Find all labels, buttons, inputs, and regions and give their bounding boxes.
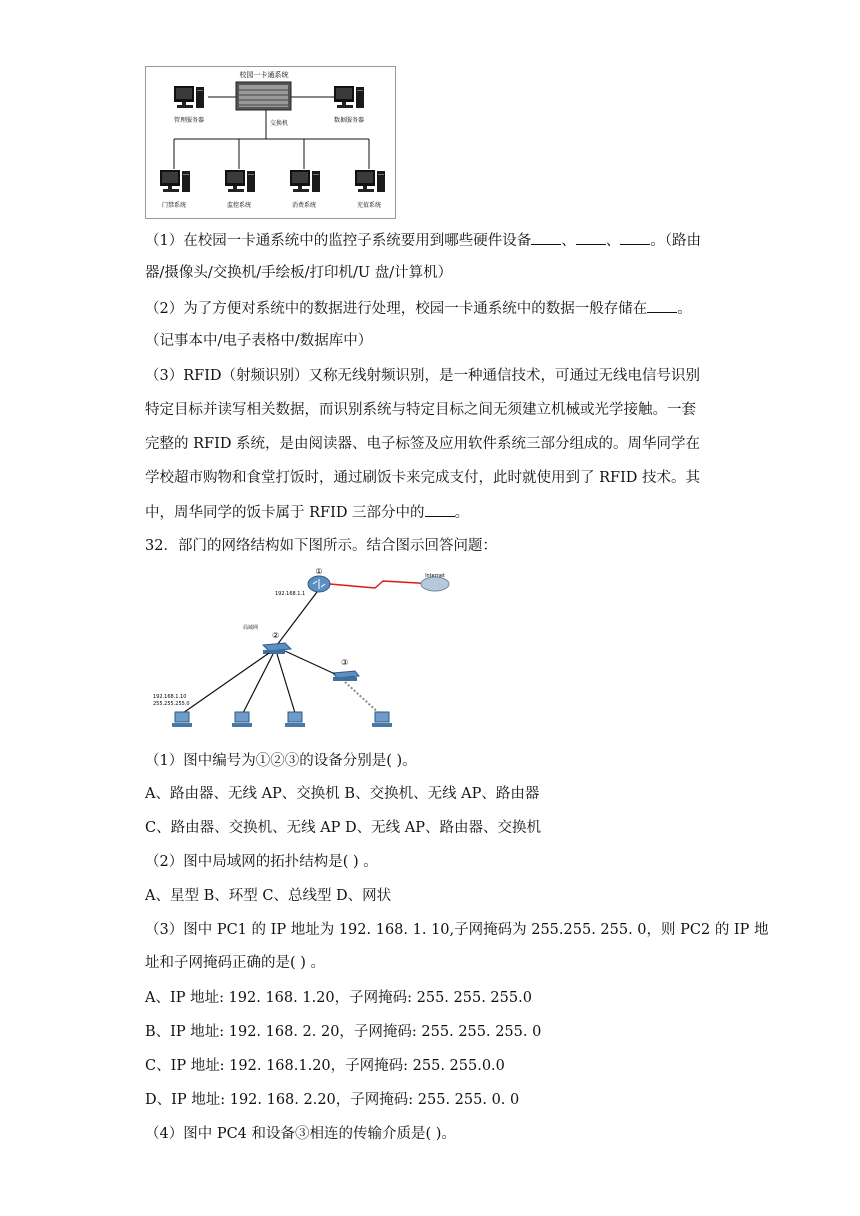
consumption-pc-icon bbox=[290, 170, 320, 192]
q32-sub3-option-d: D、IP 地址: 192. 168. 2.20，子网掩码: 255. 255. 0. 0 bbox=[145, 1092, 520, 1108]
answer-blank bbox=[647, 298, 677, 313]
q31-part3-line1: （3）RFID（射频识别）又称无线射频识别，是一种通信技术，可通过无线电信号识别 bbox=[145, 368, 701, 384]
wan-link bbox=[330, 581, 435, 588]
lan-label: 局域网 bbox=[243, 625, 259, 631]
q32-title: 32．部门的网络结构如下图所示。结合图示回答问题： bbox=[145, 538, 497, 554]
sub3-label: 消费系统 bbox=[292, 202, 317, 209]
answer-blank bbox=[531, 230, 561, 245]
pc1-icon bbox=[172, 712, 192, 727]
q31-part3-line3: 完整的 RFID 系统，是由阅读器、电子标签及应用软件系统三部分组成的。周华同学在 bbox=[145, 436, 701, 452]
separator: 、 bbox=[561, 233, 576, 249]
separator: 、 bbox=[605, 233, 621, 249]
network-topology-diagram bbox=[145, 563, 490, 738]
q32-sub2-question: （2）图中局域网的拓扑结构是( ) 。 bbox=[145, 854, 378, 870]
q31-p1-text: （1）在校园一卡通系统中的监控子系统要用到哪些硬件设备 bbox=[145, 233, 532, 249]
answer-blank bbox=[425, 502, 455, 517]
monitoring-pc-icon bbox=[225, 170, 255, 192]
sub4-label: 充值系统 bbox=[357, 202, 382, 209]
switch-label: 交换机 bbox=[270, 120, 289, 127]
q31-p2-text: （2）为了方便对系统中的数据进行处理，校园一卡通系统中的数据一般存储在 bbox=[145, 301, 648, 317]
internet-cloud-icon bbox=[421, 577, 449, 591]
management-server-icon bbox=[174, 86, 204, 108]
wireless-ap-icon bbox=[333, 671, 359, 681]
q32-sub1-options-cd: C、路由器、交换机、无线 AP D、无线 AP、路由器、交换机 bbox=[145, 820, 542, 836]
q32-sub4-question: （4）图中 PC4 和设备③相连的传输介质是( )。 bbox=[145, 1126, 456, 1142]
q31-p1-end: 。（路由 bbox=[650, 233, 701, 249]
fig1-title: 校园一卡通系统 bbox=[239, 71, 289, 79]
q32-sub3-question-line2: 址和子网掩码正确的是( ) 。 bbox=[145, 955, 326, 971]
data-server-icon bbox=[334, 86, 364, 108]
q31-part3-line2: 特定目标并读写相关数据，而识别系统与特定目标之间无须建立机械或光学接触。一套 bbox=[145, 402, 696, 418]
campus-card-system-diagram bbox=[145, 66, 396, 219]
q32-sub3-option-c: C、IP 地址: 192. 168.1.20，子网掩码: 255. 255.0.0 bbox=[145, 1058, 505, 1074]
network-diagram-svg bbox=[145, 563, 490, 738]
pc1-ip-label: 192.168.1.10 bbox=[153, 694, 187, 700]
q31-part2-line2: （记事本中/电子表格中/数据库中） bbox=[145, 333, 373, 349]
pc1-mask-label: 255.255.255.0 bbox=[153, 701, 190, 707]
recharge-pc-icon bbox=[355, 170, 385, 192]
internet-label: Internet bbox=[425, 573, 445, 579]
switch-icon bbox=[236, 82, 291, 110]
router-ip-label: 192.168.1.1 bbox=[275, 591, 306, 597]
data-server-label: 数据服务器 bbox=[334, 117, 365, 124]
marker-2: ② bbox=[272, 631, 280, 640]
q31-p2-end: 。 bbox=[677, 301, 692, 317]
marker-1: ① bbox=[315, 567, 323, 576]
pc2-icon bbox=[232, 712, 252, 727]
q31-part1-line1 bbox=[145, 230, 701, 251]
q32-sub1-question: （1）图中编号为①②③的设备分别是( )。 bbox=[145, 753, 417, 769]
q31-part3-line4: 学校超市购物和食堂打饭时，通过刷饭卡来完成支付，此时就使用到了 RFID 技术。其 bbox=[145, 470, 701, 486]
pc3-icon bbox=[285, 712, 305, 727]
q31-p3-text: 中，周华同学的饭卡属于 RFID 三部分中的 bbox=[145, 505, 425, 521]
pc4-icon bbox=[372, 712, 392, 727]
q32-sub3-option-b: B、IP 地址: 192. 168. 2. 20，子网掩码: 255. 255. 255. 0 bbox=[145, 1024, 542, 1040]
q32-sub3-option-a: A、IP 地址: 192. 168. 1.20，子网掩码: 255. 255. 255.0 bbox=[145, 990, 532, 1006]
q31-part3-line5 bbox=[145, 502, 469, 523]
answer-blank bbox=[576, 230, 606, 245]
sub2-label: 监控系统 bbox=[227, 202, 252, 209]
mgmt-server-label: 管理服务器 bbox=[174, 117, 205, 124]
q31-p3-end: 。 bbox=[454, 505, 470, 521]
q31-part2-line1 bbox=[145, 298, 692, 319]
wireless-link bbox=[345, 682, 381, 715]
router-icon bbox=[308, 576, 330, 592]
q32-sub3-question-line1: （3）图中 PC1 的 IP 地址为 192. 168. 1. 10,子网掩码为 255.255. 255. 0，则 PC2 的 IP 地 bbox=[145, 922, 769, 938]
marker-3: ③ bbox=[341, 658, 349, 667]
sub1-label: 门禁系统 bbox=[162, 202, 187, 209]
q31-part1-line2: 器/摄像头/交换机/手绘板/打印机/U 盘/计算机） bbox=[145, 265, 453, 281]
access-control-pc-icon bbox=[160, 170, 190, 192]
campus-card-diagram-svg bbox=[146, 67, 395, 218]
q32-sub2-options: A、星型 B、环型 C、总线型 D、网状 bbox=[145, 888, 392, 904]
answer-blank bbox=[620, 230, 650, 245]
q32-sub1-options-ab: A、路由器、无线 AP、交换机 B、交换机、无线 AP、路由器 bbox=[145, 786, 540, 802]
